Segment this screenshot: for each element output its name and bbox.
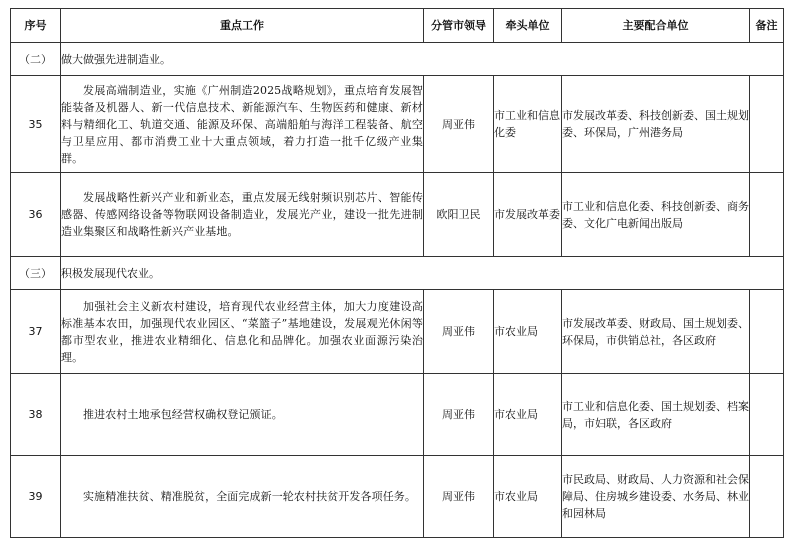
row-coop-units: 市发展改革委、财政局、国土规划委、环保局，市供销总社，各区政府	[562, 290, 750, 374]
row-lead-unit: 市农业局	[494, 456, 562, 538]
table-row	[11, 290, 784, 374]
row-leader: 周亚伟	[424, 374, 494, 456]
row-lead-unit: 市农业局	[494, 374, 562, 456]
header-lead-unit: 牵头单位	[494, 9, 562, 43]
row-coop-units: 市工业和信息化委、科技创新委、商务委、文化广电新闻出版局	[562, 173, 750, 257]
section-title: 做大做强先进制造业。	[61, 43, 784, 76]
row-leader: 周亚伟	[424, 290, 494, 374]
section-number: （三）	[11, 257, 61, 290]
table-row	[11, 374, 784, 456]
row-coop-units: 市民政局、财政局、人力资源和社会保障局、住房城乡建设委、水务局、林业和园林局	[562, 456, 750, 538]
row-note	[750, 456, 784, 538]
section-number: （二）	[11, 43, 61, 76]
row-leader: 欧阳卫民	[424, 173, 494, 257]
row-task: 推进农村土地承包经营权确权登记颁证。	[61, 374, 424, 456]
row-task: 发展战略性新兴产业和新业态，重点发展无线射频识别芯片、智能传感器、传感网络设备等物联网设备制造业，发展光产业，建设一批先进制造业集聚区和战略性新兴产业基地。	[61, 173, 424, 257]
header-leader: 分管市领导	[424, 9, 494, 43]
row-task: 加强社会主义新农村建设，培育现代农业经营主体，加大力度建设高标准基本农田，加强现代农业园区、“菜篮子”基地建设，发展观光休闲等都市型农业，推进农业精细化、信息化和品牌化。加强农业面源污染治理。	[61, 290, 424, 374]
row-task: 发展高端制造业，实施《广州制造2025战略规划》，重点培育发展智能装备及机器人、新一代信息技术、新能源汽车、生物医药和健康、新材料与精细化工、轨道交通、能源及环保、高端船舶与海洋工程装备、航空与卫星应用、都市消费工业十大重点领域，着力打造一批千亿级产业集群。	[61, 76, 424, 173]
row-number: 39	[11, 456, 61, 538]
row-lead-unit: 市工业和信息化委	[494, 76, 562, 173]
section-row	[11, 257, 784, 290]
header-seq: 序号	[11, 9, 61, 43]
table-row	[11, 76, 784, 173]
row-number: 38	[11, 374, 61, 456]
row-number: 37	[11, 290, 61, 374]
header-task: 重点工作	[61, 9, 424, 43]
header-coop: 主要配合单位	[562, 9, 750, 43]
header-row	[11, 9, 784, 43]
row-note	[750, 290, 784, 374]
row-coop-units: 市发展改革委、科技创新委、国土规划委、环保局，广州港务局	[562, 76, 750, 173]
row-leader: 周亚伟	[424, 456, 494, 538]
row-number: 36	[11, 173, 61, 257]
section-title: 积极发展现代农业。	[61, 257, 784, 290]
row-note	[750, 374, 784, 456]
row-leader: 周亚伟	[424, 76, 494, 173]
row-task: 实施精准扶贫、精准脱贫，全面完成新一轮农村扶贫开发各项任务。	[61, 456, 424, 538]
table-row	[11, 456, 784, 538]
work-table	[10, 8, 784, 538]
section-row	[11, 43, 784, 76]
row-note	[750, 173, 784, 257]
table-row	[11, 173, 784, 257]
row-lead-unit: 市发展改革委	[494, 173, 562, 257]
row-lead-unit: 市农业局	[494, 290, 562, 374]
row-note	[750, 76, 784, 173]
row-number: 35	[11, 76, 61, 173]
row-coop-units: 市工业和信息化委、国土规划委、档案局，市妇联，各区政府	[562, 374, 750, 456]
header-note: 备注	[750, 9, 784, 43]
